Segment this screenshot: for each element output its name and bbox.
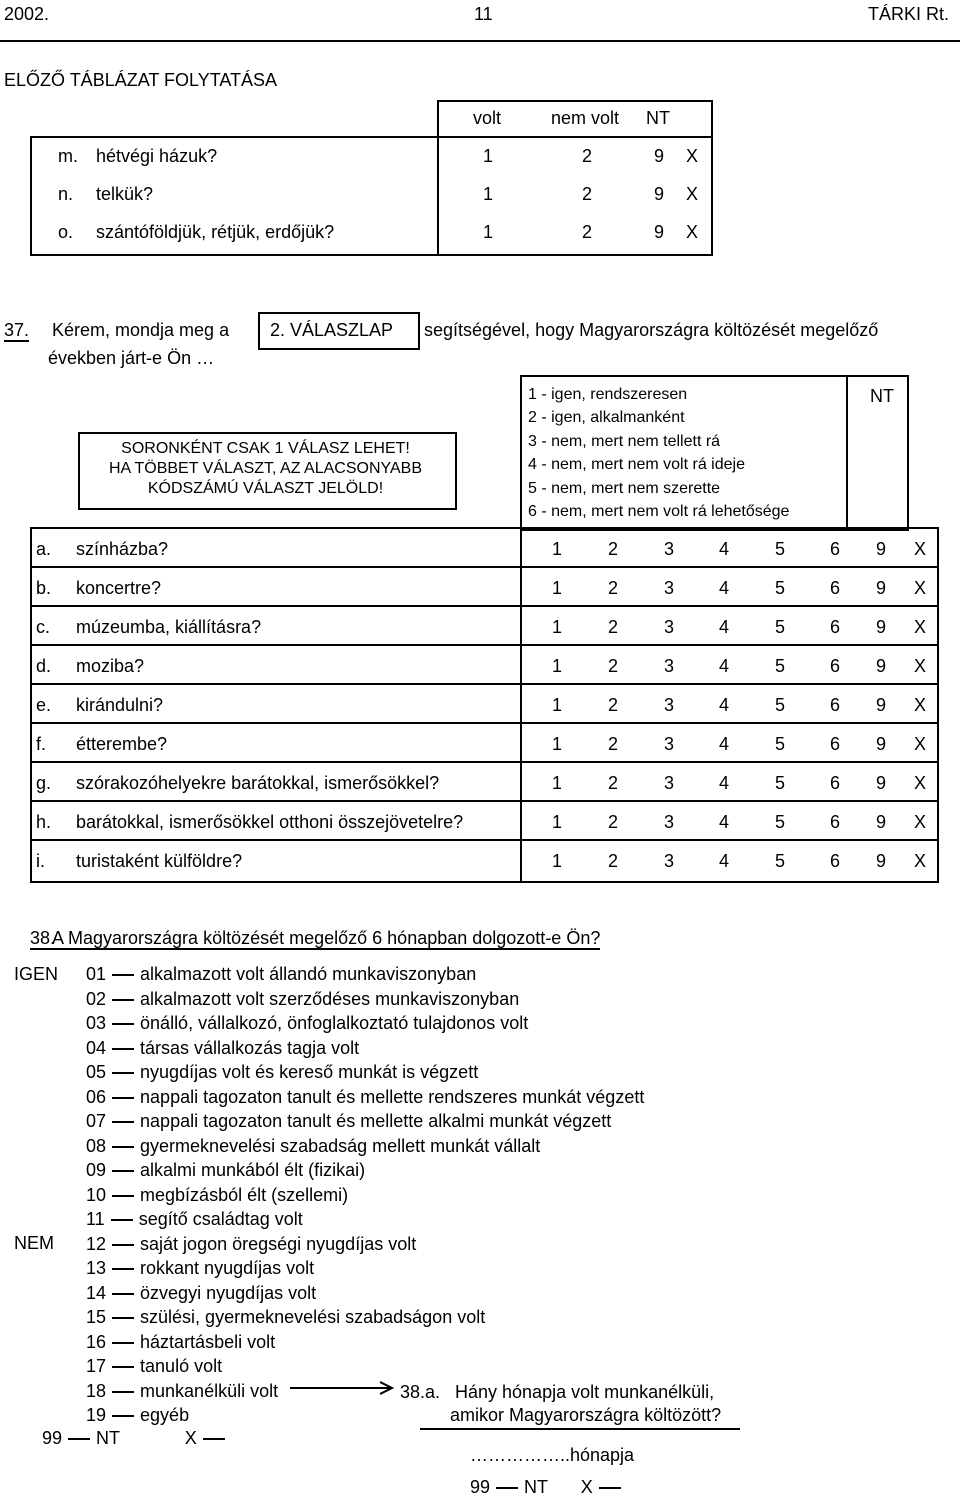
option-code: 02: [86, 988, 107, 1009]
answer-code[interactable]: 1: [483, 146, 494, 166]
answer-code[interactable]: 3: [664, 851, 675, 871]
row-divider: [30, 722, 937, 724]
answer-code[interactable]: 1: [552, 539, 563, 559]
answer-code[interactable]: 6: [830, 656, 841, 676]
answer-code[interactable]: 2: [582, 146, 593, 166]
option-code: 05: [86, 1062, 107, 1082]
row-label: hétvégi házuk?: [96, 146, 218, 166]
option-code: 18: [86, 1380, 107, 1401]
answer-code[interactable]: X: [914, 851, 927, 871]
legend-item: 1 - igen, rendszeresen: [528, 386, 688, 403]
answer-code[interactable]: 2: [608, 695, 619, 715]
row-divider: [30, 683, 937, 685]
option-code: 15: [86, 1307, 107, 1327]
q38a-number: 38.a.: [400, 1382, 441, 1402]
q37-intro-rest: segítségével, hogy Magyarországra költözését megelőző: [424, 320, 879, 340]
answer-code[interactable]: X: [914, 617, 927, 637]
option-text: nappali tagozaton tanult és mellette alkalmi munkát végzett: [140, 1111, 612, 1131]
answer-code[interactable]: 2: [608, 656, 619, 676]
answer-code[interactable]: X: [686, 146, 699, 166]
answer-code[interactable]: 1: [552, 851, 563, 871]
answer-code[interactable]: 2: [608, 578, 619, 598]
answer-code[interactable]: X: [914, 695, 927, 715]
legend-item: 5 - nem, mert nem szerette: [528, 479, 721, 497]
option-code: 11: [86, 1209, 105, 1229]
row-letter: g.: [36, 773, 52, 793]
answer-code[interactable]: 4: [719, 773, 730, 793]
q38a-nt-line: 99 NT X: [470, 1477, 627, 1498]
row-divider: [30, 605, 937, 607]
answer-code[interactable]: 5: [775, 851, 786, 871]
col-header-nt: NT: [646, 108, 670, 128]
answer-code[interactable]: 1: [483, 184, 494, 204]
q38a-answer-field[interactable]: ……………..hónapja: [470, 1445, 635, 1465]
answer-code[interactable]: 9: [876, 812, 887, 832]
answer-code[interactable]: 1: [483, 222, 494, 242]
row-label: moziba?: [76, 656, 145, 676]
answer-code[interactable]: 9: [876, 539, 887, 559]
answer-code[interactable]: 3: [664, 578, 675, 598]
answer-code[interactable]: X: [914, 812, 927, 832]
option-item[interactable]: [86, 1209, 303, 1230]
option-code: 06: [86, 1086, 107, 1107]
answer-code[interactable]: 6: [830, 695, 841, 715]
legend-nt: NT: [870, 386, 894, 406]
answer-code[interactable]: 6: [830, 578, 841, 598]
row-letter: o.: [58, 222, 74, 242]
row-label: szántóföldjük, rétjük, erdőjük?: [96, 222, 335, 242]
q38a-line2: amikor Magyarországra költözött?: [450, 1405, 722, 1425]
answer-code[interactable]: 1: [552, 773, 563, 793]
option-code: 01: [86, 964, 107, 984]
option-text: gyermeknevelési szabadság mellett munkát vállalt: [140, 1135, 541, 1156]
answer-code[interactable]: X: [914, 734, 927, 754]
q37-intro-line1: Kérem, mondja meg a: [52, 320, 230, 340]
row-letter: e.: [36, 695, 52, 715]
answer-code[interactable]: 2: [608, 773, 619, 793]
option-text: nyugdíjas volt és kereső munkát is végzett: [140, 1062, 479, 1082]
answer-code[interactable]: 2: [608, 734, 619, 754]
option-text: rokkant nyugdíjas volt: [140, 1258, 315, 1278]
row-label: koncertre?: [76, 578, 162, 598]
answer-code[interactable]: 9: [654, 146, 665, 166]
answer-code[interactable]: 2: [608, 851, 619, 871]
row-letter: f.: [36, 734, 47, 754]
prev-table-title: ELŐZŐ TÁBLÁZAT FOLYTATÁSA: [4, 70, 278, 90]
row-letter: c.: [36, 617, 51, 637]
answer-code[interactable]: 6: [830, 734, 841, 754]
row-label: turistaként külföldre?: [76, 851, 243, 871]
row-letter: i.: [36, 851, 45, 871]
option-item[interactable]: [86, 1258, 314, 1279]
answer-code[interactable]: X: [914, 656, 927, 676]
option-text: egyéb: [140, 1405, 190, 1425]
row-letter: b.: [36, 578, 52, 598]
answer-code[interactable]: 6: [830, 539, 841, 559]
answer-code[interactable]: 6: [830, 773, 841, 793]
answer-code[interactable]: 1: [552, 656, 563, 676]
answer-code[interactable]: 4: [719, 578, 730, 598]
answer-code[interactable]: 4: [719, 617, 730, 637]
row-divider: [30, 644, 937, 646]
answer-code[interactable]: 5: [775, 734, 786, 754]
option-item[interactable]: [86, 1062, 478, 1083]
row-letter: n.: [58, 184, 74, 204]
answer-code[interactable]: 9: [876, 656, 887, 676]
option-text: nappali tagozaton tanult és mellette rendszeres munkát végzett: [140, 1086, 645, 1107]
row-letter: h.: [36, 812, 52, 832]
answer-code[interactable]: 5: [775, 695, 786, 715]
instruction-line: SORONKÉNT CSAK 1 VÁLASZ LEHET!: [121, 440, 410, 457]
row-divider: [30, 761, 937, 763]
answer-code[interactable]: 9: [876, 734, 887, 754]
answer-code[interactable]: 4: [719, 734, 730, 754]
q38-number: 38.: [30, 928, 56, 948]
option-text: tanuló volt: [140, 1356, 223, 1376]
answer-code[interactable]: X: [686, 184, 699, 204]
option-code: 03: [86, 1013, 107, 1033]
row-label: étterembe?: [76, 734, 168, 754]
legend-item: 2 - igen, alkalmanként: [528, 409, 685, 427]
answer-code[interactable]: 4: [719, 812, 730, 832]
row-letter: m.: [58, 146, 78, 166]
q38a-line1: Hány hónapja volt munkanélküli,: [455, 1382, 715, 1402]
answer-code[interactable]: 6: [830, 851, 841, 871]
q38-question: A Magyarországra költözését megelőző 6 hónapban dolgozott-e Ön?: [52, 928, 601, 948]
option-item[interactable]: [86, 1234, 416, 1255]
answer-code[interactable]: 5: [775, 539, 786, 559]
option-code: 14: [86, 1282, 107, 1303]
row-label: telkük?: [96, 184, 154, 204]
answer-code[interactable]: 4: [719, 656, 730, 676]
answer-code[interactable]: 4: [719, 851, 730, 871]
answer-code[interactable]: 5: [775, 656, 786, 676]
instruction-line: HA TÖBBET VÁLASZT, AZ ALACSONYABB: [108, 460, 422, 477]
row-letter: d.: [36, 656, 52, 676]
answer-code[interactable]: 2: [608, 539, 619, 559]
answer-code[interactable]: X: [914, 578, 927, 598]
option-item[interactable]: [86, 989, 519, 1010]
answer-code[interactable]: 1: [552, 812, 563, 832]
option-code: 04: [86, 1037, 107, 1058]
option-code: 12: [86, 1233, 107, 1254]
option-text: szülési, gyermeknevelési szabadságon volt: [140, 1307, 486, 1327]
igen-label: IGEN: [14, 964, 59, 984]
option-item[interactable]: [86, 1405, 189, 1426]
legend-item: 4 - nem, mert nem volt rá ideje: [528, 456, 745, 474]
col-header-volt: volt: [473, 108, 502, 128]
answer-code[interactable]: 2: [608, 812, 619, 832]
option-code: 09: [86, 1160, 107, 1180]
answer-code[interactable]: 3: [664, 539, 675, 559]
option-code: 07: [86, 1111, 107, 1131]
answer-code[interactable]: X: [914, 773, 927, 793]
option-item[interactable]: [86, 1111, 611, 1132]
option-item[interactable]: [86, 1283, 316, 1304]
answer-code[interactable]: 1: [552, 578, 563, 598]
row-label: szórakozóhelyekre barátokkal, ismerősökkel?: [76, 773, 440, 793]
row-label: múzeumba, kiállításra?: [76, 617, 262, 637]
col-header-nem-volt: nem volt: [551, 108, 620, 128]
answer-code[interactable]: 6: [830, 812, 841, 832]
header-year: 2002.: [4, 4, 50, 24]
row-label: barátokkal, ismerősökkel otthoni összejövetelre?: [76, 812, 464, 832]
option-text: megbízásból élt (szellemi): [140, 1184, 349, 1205]
answer-code[interactable]: 3: [664, 617, 675, 637]
answer-code[interactable]: 1: [552, 734, 563, 754]
option-item[interactable]: [86, 1087, 644, 1108]
answer-code[interactable]: 3: [664, 656, 675, 676]
answer-code[interactable]: 2: [608, 617, 619, 637]
option-code: 10: [86, 1184, 107, 1205]
answer-code[interactable]: 9: [876, 773, 887, 793]
answer-code[interactable]: 5: [775, 773, 786, 793]
option-text: segítő családtag volt: [138, 1209, 303, 1229]
option-code: 13: [86, 1258, 107, 1278]
option-text: alkalmazott volt állandó munkaviszonyban: [140, 964, 477, 984]
answer-code[interactable]: 2: [582, 184, 593, 204]
q37-number: 37.: [4, 320, 30, 340]
legend-item: 6 - nem, mert nem volt rá lehetősége: [528, 503, 790, 520]
option-text: társas vállalkozás tagja volt: [140, 1037, 360, 1058]
option-text: saját jogon öregségi nyugdíjas volt: [140, 1233, 417, 1254]
header-rule: [0, 40, 960, 42]
row-letter: a.: [36, 539, 52, 559]
answer-code[interactable]: 3: [664, 734, 675, 754]
answer-code[interactable]: 9: [654, 222, 665, 242]
option-text: özvegyi nyugdíjas volt: [140, 1282, 317, 1303]
instruction-line: KÓDSZÁMÚ VÁLASZT JELÖLD!: [147, 480, 384, 497]
answer-code[interactable]: X: [686, 222, 699, 242]
row-divider: [30, 566, 937, 568]
option-text: alkalmi munkából élt (fizikai): [140, 1160, 366, 1180]
answer-code[interactable]: 9: [876, 578, 887, 598]
row-divider: [30, 839, 937, 841]
answer-code[interactable]: 3: [664, 812, 675, 832]
option-item[interactable]: [86, 1136, 540, 1157]
option-code: 08: [86, 1135, 107, 1156]
option-code: 17: [86, 1356, 107, 1376]
q38-nt-line: 99 NT X: [42, 1428, 231, 1449]
option-text: háztartásbeli volt: [140, 1331, 276, 1352]
nem-label: NEM: [14, 1233, 54, 1253]
q37-intro-line2: években járt-e Ön …: [48, 348, 215, 368]
header-publisher: TÁRKI Rt.: [868, 4, 950, 24]
option-text: munkanélküli volt: [140, 1380, 279, 1401]
option-item[interactable]: [86, 1356, 222, 1377]
answer-code[interactable]: 9: [876, 617, 887, 637]
legend-item: 3 - nem, mert nem tellett rá: [528, 432, 721, 450]
answer-code[interactable]: 9: [876, 851, 887, 871]
answer-code[interactable]: X: [914, 539, 927, 559]
option-item[interactable]: [86, 1332, 275, 1353]
option-item[interactable]: [86, 1185, 348, 1206]
option-text: alkalmazott volt szerződéses munkaviszonyban: [140, 988, 520, 1009]
option-item[interactable]: [86, 1013, 528, 1034]
option-item[interactable]: [86, 1381, 278, 1402]
answer-code[interactable]: 3: [664, 773, 675, 793]
option-item[interactable]: [86, 1307, 485, 1328]
row-label: kirándulni?: [76, 695, 164, 715]
page-number: 11: [474, 4, 493, 24]
answer-code[interactable]: 4: [719, 695, 730, 715]
option-code: 19: [86, 1405, 107, 1425]
answer-code[interactable]: 1: [552, 617, 563, 637]
answer-code[interactable]: 2: [582, 222, 593, 242]
option-item[interactable]: [86, 1160, 365, 1181]
option-item[interactable]: [86, 1038, 359, 1059]
option-item[interactable]: [86, 964, 476, 985]
option-text: önálló, vállalkozó, önfoglalkoztató tulajdonos volt: [140, 1013, 529, 1033]
arrow-icon: [290, 1378, 400, 1398]
answer-code[interactable]: 5: [775, 812, 786, 832]
card-reference: 2. VÁLASZLAP: [270, 320, 394, 340]
answer-code[interactable]: 5: [775, 578, 786, 598]
q38a-underline: [420, 1428, 740, 1430]
answer-code[interactable]: 1: [552, 695, 563, 715]
answer-code[interactable]: 3: [664, 695, 675, 715]
answer-code[interactable]: 6: [830, 617, 841, 637]
option-code: 16: [86, 1331, 107, 1352]
answer-code[interactable]: 5: [775, 617, 786, 637]
answer-code[interactable]: 9: [654, 184, 665, 204]
row-label: színházba?: [76, 539, 169, 559]
row-divider: [30, 800, 937, 802]
answer-code[interactable]: 4: [719, 539, 730, 559]
answer-code[interactable]: 9: [876, 695, 887, 715]
